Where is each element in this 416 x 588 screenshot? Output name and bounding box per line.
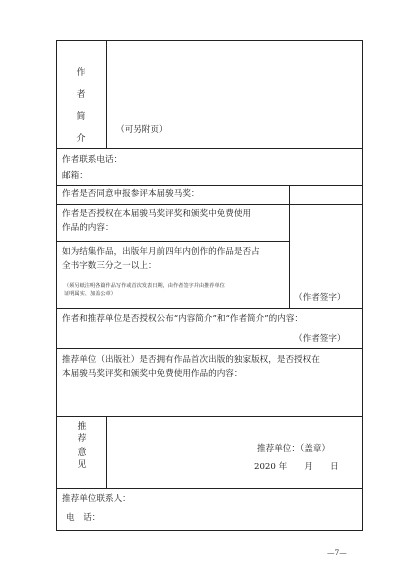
author-intro-label-char: 作	[76, 68, 86, 78]
page-number: —7—	[327, 548, 347, 557]
recommend-label-char: 见	[77, 460, 87, 470]
recommend-contact-label: 推荐单位联系人：	[62, 494, 131, 504]
recommend-unit-seal: 推荐单位：（盖章）	[257, 444, 331, 454]
authorize-question-line: 作者是否授权在本届骏马奖评奖和颁奖中免费使用	[62, 209, 252, 219]
recommend-date: 2020 年 月 日	[254, 462, 339, 472]
recommend-label-char: 推	[77, 422, 87, 432]
author-phone-label: 作者联系电话：	[62, 155, 123, 165]
row-divider	[56, 416, 362, 417]
authorize-question-line: 作品的内容：	[62, 223, 114, 233]
publisher-question-line: 本届骏马奖评奖和颁奖中免费使用作品的内容：	[62, 369, 243, 379]
row-divider	[56, 308, 362, 309]
author-email-label: 邮箱：	[62, 171, 88, 181]
column-divider	[106, 40, 107, 148]
author-intro-label-char: 简	[76, 112, 86, 122]
row-divider	[56, 185, 362, 186]
row-divider	[56, 204, 362, 205]
collection-note-line: 证明属实、加盖公章）	[64, 291, 116, 297]
column-divider	[289, 185, 290, 308]
agree-question: 作者是否同意申报参评本届骏马奖：	[62, 189, 200, 199]
table-border-left	[56, 40, 57, 530]
collection-question-line: 如为结集作品，出版年月前四年内创作的作品是否占	[62, 247, 260, 257]
collection-note-line: （须另纸注明各篇作品写作或首次发表日期，由作者签字并由推荐单位	[64, 283, 225, 289]
column-divider	[106, 416, 107, 488]
recommend-label-char: 荐	[77, 434, 87, 444]
author-intro-label-char: 介	[76, 134, 86, 144]
author-signature: （作者签字）	[294, 293, 346, 303]
publisher-question-line: 推荐单位（出版社）是否拥有作品首次出版的独家版权，是否授权在	[62, 355, 320, 365]
recommend-label-char: 意	[77, 448, 87, 458]
publish-question: 作者和推荐单位是否授权公布“内容简介”和“作者简介”的内容：	[62, 314, 304, 324]
table-border-right	[362, 40, 363, 531]
attach-note: （可另附页）	[116, 125, 168, 135]
author-intro-label-char: 者	[76, 90, 86, 100]
table-border-bottom	[56, 530, 362, 531]
collection-question-line: 全书字数三分之一以上：	[62, 261, 157, 271]
author-signature: （作者签字）	[294, 334, 346, 344]
recommend-phone-label: 电 话：	[66, 513, 101, 523]
row-divider	[56, 488, 362, 489]
row-divider	[56, 241, 289, 242]
row-divider	[56, 348, 362, 349]
row-divider	[56, 148, 362, 149]
form-table	[56, 40, 362, 530]
table-border-top	[56, 40, 362, 41]
